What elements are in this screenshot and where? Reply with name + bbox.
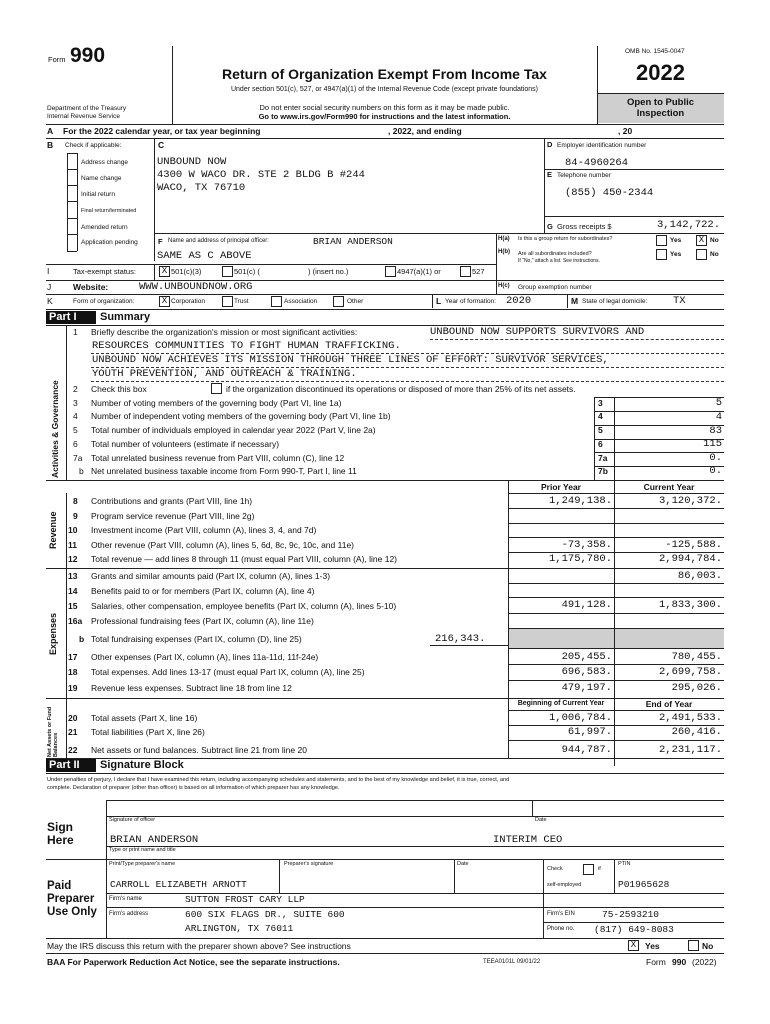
line1-num: 1 [73, 327, 78, 337]
preparer-word: Preparer [47, 893, 95, 905]
hb-no-label: No [710, 251, 719, 258]
phone-no-label: Phone no. [547, 926, 575, 932]
firm-address-2: ARLINGTON, TX 76011 [185, 923, 294, 934]
mission-line-3: UNBOUND NOW ACHIEVES ITS MISSION THROUGH THREE LINES OF EFFORT: SURVIVOR SERVICES, [92, 354, 609, 366]
sign-word: Sign [47, 820, 73, 834]
line22-current: 2,231,117. [658, 744, 722, 756]
line-i-letter: I [47, 266, 50, 276]
officer-sign-title: INTERIM CEO [493, 834, 563, 846]
footer-form-word: Form [646, 957, 666, 967]
line15-current: 1,833,300. [658, 599, 722, 611]
line6-text: Total number of volunteers (estimate if necessary) [91, 439, 280, 449]
form-title: Return of Organization Exempt From Income Tax [222, 66, 547, 82]
side-expenses: Expenses [48, 612, 58, 655]
line11-prior: -73,358. [561, 539, 612, 551]
form-subtitle: Under section 501(c), 527, or 4947(a)(1) of the Internal Revenue Code (except private foundations) [230, 86, 538, 93]
penalty-text-1: Under penalties of perjury, I declare that I have examined this return, including accompanying schedules and statements, and to the best of my knowledge and belief, it is true, correct, and [47, 777, 510, 783]
hb-label: H(b) [498, 249, 510, 255]
b-address-change: Address change [81, 159, 128, 166]
hb-note: If "No," attach a list. See instructions. [518, 258, 600, 264]
line7b-box: 7b [598, 466, 608, 476]
line-m-label: State of legal domicile: [582, 298, 648, 305]
mission-line-1: UNBOUND NOW SUPPORTS SURVIVORS AND [430, 326, 645, 338]
line19-prior: 479,197. [561, 682, 612, 694]
firm-name-label: Firm's name [109, 896, 142, 902]
line21-prior: 61,997. [567, 726, 612, 738]
officer-address: SAME AS C ABOVE [157, 250, 252, 262]
line11-text: Other revenue (Part VIII, column (A), lines 5, 6d, 8c, 9c, 10c, and 11e) [91, 540, 354, 550]
b-application-pending: Application pending [81, 239, 138, 246]
mission-line-2: RESOURCES COMMUNITIES TO FIGHT HUMAN TRAFFICKING. [92, 340, 401, 352]
discontinued-box[interactable] [211, 383, 222, 394]
discuss-yes-label: Yes [645, 941, 660, 951]
line2-num: 2 [73, 384, 78, 394]
ha-yes-box[interactable] [656, 235, 667, 246]
line-b-letter: B [47, 140, 54, 150]
line12-prior: 1,175,780. [548, 553, 612, 565]
line-k-label: Form of organization: [73, 298, 135, 305]
omb-number: OMB No. 1545-0047 [625, 48, 685, 55]
line18-text: Total expenses. Add lines 13-17 (must equal Part IX, column (A), line 25) [91, 667, 365, 677]
discuss-question: May the IRS discuss this return with the preparer shown above? See instructions [47, 941, 351, 951]
part2-title: Signature Block [100, 759, 184, 771]
hc-text: Group exemption number [518, 284, 592, 291]
self-employed-box[interactable] [583, 864, 594, 875]
line19-num: 19 [68, 683, 78, 693]
side-revenue: Revenue [48, 511, 58, 549]
line8-current: 3,120,372. [658, 495, 722, 507]
form-number: 990 [70, 44, 106, 67]
line12-num: 12 [68, 554, 78, 564]
line18-num: 18 [68, 667, 78, 677]
hc-label: H(c) [498, 283, 510, 289]
line1-text: Briefly describe the organization's mission or most significant activities: [91, 327, 358, 337]
ein-label: Employer identification number [557, 142, 647, 149]
preparer-date-label: Date [457, 861, 469, 867]
line15-num: 15 [68, 601, 78, 611]
line10-num: 10 [68, 525, 78, 535]
year-formation: 2020 [506, 295, 532, 307]
line20-num: 20 [68, 713, 78, 723]
line-a-text: For the 2022 calendar year, or tax year beginning [63, 126, 261, 136]
d-letter: D [547, 140, 553, 149]
ptin-value: P01965628 [618, 879, 670, 890]
k-trust-label: Trust [234, 298, 249, 305]
line16b-text: Total fundraising expenses (Part IX, column (D), line 25) [91, 634, 302, 644]
public-inspection-1: Open to Public [626, 97, 695, 108]
officer-sign-name: BRIAN ANDERSON [110, 834, 199, 846]
line5-num: 5 [73, 425, 78, 435]
line-l-letter: L [436, 296, 442, 306]
hb-no-box[interactable] [696, 249, 707, 260]
line16b-value: 216,343. [435, 633, 486, 645]
org-address-2: WACO, TX 76710 [157, 182, 246, 194]
ein-value: 84-4960264 [565, 157, 629, 169]
status-501c-box[interactable] [222, 266, 233, 277]
line22-text: Net assets or fund balances. Subtract line 21 from line 20 [91, 745, 307, 755]
line8-text: Contributions and grants (Part VIII, line 1h) [91, 496, 253, 506]
footer-form-year: (2022) [692, 957, 717, 967]
line16b-num: b [79, 634, 85, 644]
signature-label: Signature of officer [109, 817, 156, 823]
ha-yes-label: Yes [670, 237, 682, 244]
line14-text: Benefits paid to or for members (Part IX, column (A), line 4) [91, 586, 315, 596]
line3-text: Number of voting members of the governing body (Part VI, line 1a) [91, 398, 342, 408]
status-527-label: 527 [472, 267, 485, 276]
dept-line-2: Internal Revenue Service [47, 113, 120, 120]
phone-value: (855) 450-2344 [565, 187, 654, 199]
line19-current: 295,026. [671, 682, 722, 694]
line6-num: 6 [73, 439, 78, 449]
line12-text: Total revenue — add lines 8 through 11 (must equal Part VIII, column (A), line 12) [91, 554, 397, 564]
line-a-mid: , 2022, and ending [388, 126, 462, 136]
col-begin-year: Beginning of Current Year [517, 700, 605, 707]
preparer-name: CARROLL ELIZABETH ARNOTT [110, 879, 247, 890]
line-b-label: Check if applicable: [65, 142, 122, 149]
status-501c3-label: 501(c)(3) [171, 267, 202, 276]
website-value: WWW.UNBOUNDNOW.ORG [139, 281, 253, 293]
k-other-label: Other [347, 298, 364, 305]
line18-prior: 696,583. [561, 666, 612, 678]
line-j-letter: J [47, 282, 52, 292]
b-final-return: Final return/terminated [81, 208, 137, 214]
ha-label: H(a) [498, 236, 510, 242]
k-trust-box[interactable] [222, 296, 233, 307]
goto-note: Go to www.irs.gov/Form990 for instructions and the latest information. [258, 112, 511, 121]
line7a-box: 7a [598, 453, 608, 463]
b-initial-return: Initial return [81, 191, 115, 198]
line20-current: 2,491,533. [658, 712, 722, 724]
type-name-label: Type or print name and title [109, 847, 176, 853]
form-word: Form [48, 55, 66, 64]
if-label: if [598, 866, 601, 872]
hb-yes-box[interactable] [656, 249, 667, 260]
part2-label: Part II [46, 759, 96, 772]
line15-text: Salaries, other compensation, employee benefits (Part IX, column (A), lines 5-10) [91, 601, 397, 611]
line7a-text: Total unrelated business revenue from Part VIII, column (C), line 12 [91, 453, 345, 463]
line7a-num: 7a [73, 453, 83, 463]
officer-name: BRIAN ANDERSON [313, 236, 393, 247]
hb-yes-label: Yes [670, 251, 682, 258]
footer-form-num: 990 [672, 957, 687, 967]
line7b-text: Net unrelated business taxable income from Form 990-T, Part I, line 11 [91, 466, 357, 476]
k-corporation-box[interactable]: X [159, 296, 170, 307]
status-501c-label: 501(c) ( [234, 267, 260, 276]
line13-num: 13 [68, 571, 78, 581]
line21-current: 260,416. [671, 726, 722, 738]
sign-date-label: Date [535, 817, 547, 823]
public-inspection-2: Inspection [636, 108, 685, 119]
org-name: UNBOUND NOW [157, 156, 227, 168]
line-a-letter: A [47, 126, 54, 136]
line-i-label: Tax-exempt status: [73, 267, 136, 276]
line5-text: Total number of individuals employed in calendar year 2022 (Part V, line 2a) [91, 425, 376, 435]
firm-ein-value: 75-2593210 [602, 909, 660, 920]
ha-no-box[interactable]: X [696, 235, 707, 246]
side-governance: Activities & Governance [50, 380, 60, 478]
line21-num: 21 [68, 727, 78, 737]
line17-current: 780,455. [671, 651, 722, 663]
f-letter: F [158, 237, 163, 246]
line3-num: 3 [73, 398, 78, 408]
status-501c3-box[interactable]: X [159, 266, 170, 277]
line17-text: Other expenses (Part IX, column (A), lines 11a-11d, 11f-24e) [91, 652, 319, 662]
firm-name: SUTTON FROST CARY LLP [185, 894, 305, 905]
line22-num: 22 [68, 745, 78, 755]
line4-value: 4 [715, 411, 722, 423]
line3-value: 5 [715, 397, 722, 409]
discuss-no-label: No [702, 941, 714, 951]
line12-current: 2,994,784. [658, 553, 722, 565]
footer-baa: BAA For Paperwork Reduction Act Notice, see the separate instructions. [47, 957, 340, 967]
e-letter: E [547, 170, 553, 179]
line20-prior: 1,006,784. [548, 712, 612, 724]
line16a-num: 16a [68, 616, 83, 626]
line19-text: Revenue less expenses. Subtract line 18 from line 12 [91, 683, 292, 693]
k-other-box[interactable] [333, 296, 344, 307]
line11-current: -125,588. [665, 539, 722, 551]
line13-text: Grants and similar amounts paid (Part IX, column (A), lines 1-3) [91, 571, 331, 581]
g-letter: G [547, 222, 553, 231]
line11-num: 11 [68, 540, 77, 550]
part1-label: Part I [46, 311, 96, 324]
line7b-num: b [79, 466, 84, 476]
b-amended-return: Amended return [81, 224, 128, 231]
dept-line-1: Department of the Treasury [47, 105, 127, 112]
discuss-yes-box[interactable]: X [628, 940, 639, 951]
k-association-label: Association [284, 298, 318, 305]
line14-num: 14 [68, 586, 78, 596]
line8-num: 8 [73, 496, 78, 506]
status-4947-label: 4947(a)(1) or [397, 267, 441, 276]
part1-title: Summary [100, 311, 151, 323]
col-current-year: Current Year [643, 482, 695, 492]
hb-text: Are all subordinates included? [518, 251, 592, 257]
line7a-value: 0. [709, 452, 722, 464]
line7b-value: 0. [709, 465, 722, 477]
tax-year: 2022 [636, 60, 685, 85]
line-m-letter: M [571, 296, 579, 306]
preparer-phone: (817) 649-8083 [594, 924, 674, 935]
paid-word: Paid [47, 880, 72, 892]
line2-text-b: if the organization discontinued its operations or disposed of more than 25% of its net assets. [226, 384, 576, 394]
line6-value: 115 [703, 438, 722, 450]
k-corporation-label: Corporation [171, 298, 205, 305]
line4-num: 4 [73, 411, 78, 421]
line-k-letter: K [47, 296, 53, 306]
preparer-name-label: Print/Type preparer's name [109, 861, 176, 867]
line3-box: 3 [598, 398, 603, 408]
side-net-assets: Net Assets or Fund Balances [47, 706, 59, 757]
col-prior-year: Prior Year [540, 482, 581, 492]
status-527-box[interactable] [460, 266, 471, 277]
check-label: Check [547, 866, 563, 872]
line21-text: Total liabilities (Part X, line 26) [91, 727, 205, 737]
gross-label: Gross receipts $ [557, 222, 612, 231]
k-association-box[interactable] [271, 296, 282, 307]
website-label: Website: [73, 282, 109, 292]
line4-box: 4 [598, 411, 603, 421]
line2-text-a: Check this box [91, 384, 147, 394]
firm-address-1: 600 SIX FLAGS DR., SUITE 600 [185, 909, 345, 920]
col-end-year: End of Year [645, 699, 693, 709]
line18-current: 2,699,758. [658, 666, 722, 678]
line6-box: 6 [598, 439, 603, 449]
line8-prior: 1,249,138. [548, 495, 612, 507]
footer-code: TEEA0101L 09/01/22 [483, 959, 541, 965]
line13-current: 86,003. [677, 570, 722, 582]
mission-line-4: YOUTH PREVENTION, AND OUTREACH & TRAINING. [92, 368, 357, 380]
line5-box: 5 [598, 425, 603, 435]
firm-ein-label: Firm's EIN [547, 911, 575, 917]
ha-text: Is this a group return for subordinates? [518, 236, 613, 242]
c-label: C [158, 140, 165, 150]
use-only-word: Use Only [47, 906, 97, 918]
line-l-label: Year of formation: [445, 298, 497, 305]
ptin-label: PTIN [618, 861, 631, 867]
firm-address-label: Firm's address [109, 911, 149, 917]
discuss-no-box[interactable] [688, 940, 699, 951]
ha-no-label: No [710, 237, 719, 244]
line17-num: 17 [68, 652, 78, 662]
line9-num: 9 [73, 511, 78, 521]
line15-prior: 491,128. [561, 599, 612, 611]
ssn-note: Do not enter social security numbers on this form as it may be made public. [259, 103, 510, 112]
state-domicile: TX [673, 295, 686, 307]
officer-label: Name and address of principal officer: [168, 238, 269, 244]
self-employed-label: self-employed [547, 882, 582, 888]
phone-label: Telephone number [557, 172, 611, 179]
status-insert-no: ) (insert no.) [308, 267, 349, 276]
line-a-end: , 20 [618, 126, 633, 136]
line22-prior: 944,787. [561, 744, 612, 756]
line4-text: Number of independent voting members of the governing body (Part VI, line 1b) [91, 411, 391, 421]
here-word: Here [47, 833, 74, 847]
line9-text: Program service revenue (Part VIII, line 2g) [91, 511, 255, 521]
b-name-change: Name change [81, 175, 122, 182]
preparer-signature-label: Preparer's signature [284, 861, 334, 867]
status-4947-box[interactable] [385, 266, 396, 277]
org-address-1: 4300 W WACO DR. STE 2 BLDG B #244 [157, 169, 365, 181]
line20-text: Total assets (Part X, line 16) [91, 713, 198, 723]
line10-text: Investment income (Part VIII, column (A), lines 3, 4, and 7d) [91, 525, 317, 535]
line16a-text: Professional fundraising fees (Part IX, column (A), line 11e) [91, 616, 314, 626]
line5-value: 83 [709, 425, 722, 437]
penalty-text-2: complete. Declaration of preparer (other than officer) is based on all information of which preparer has any knowledge. [47, 785, 340, 791]
line17-prior: 205,455. [561, 651, 612, 663]
gross-value: 3,142,722. [656, 219, 720, 231]
